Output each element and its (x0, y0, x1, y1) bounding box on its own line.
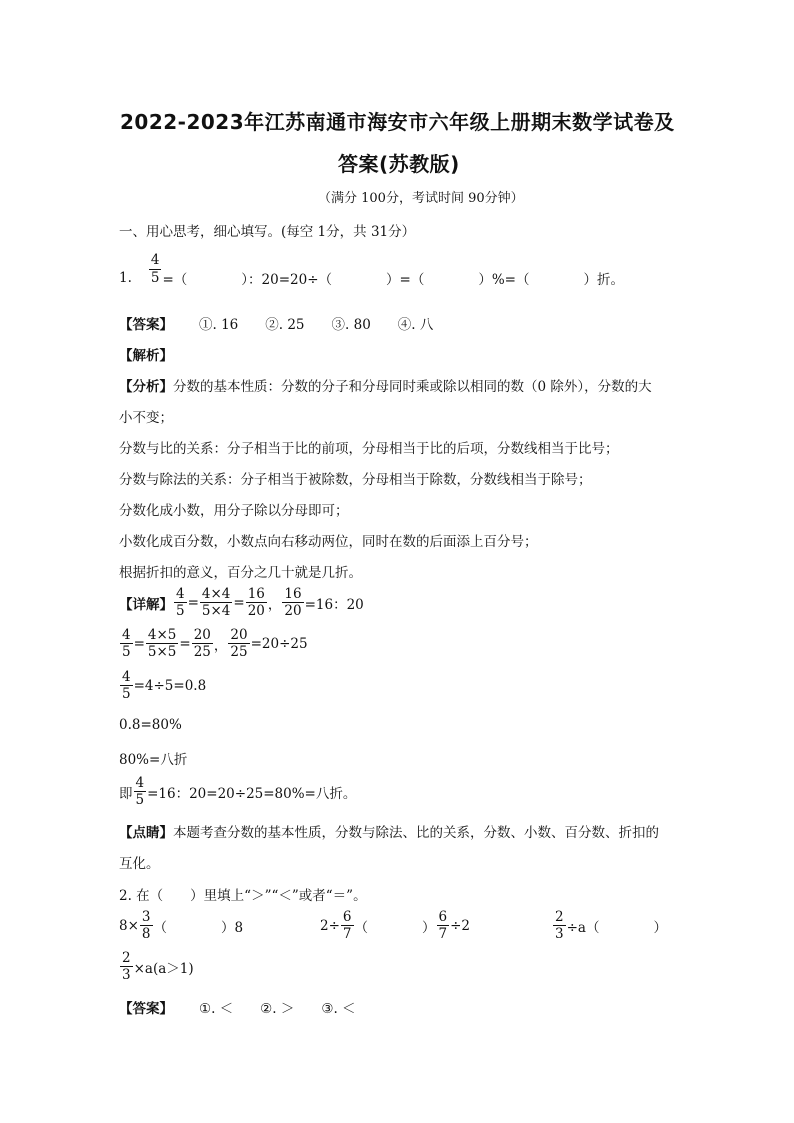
answer-text: ①. ＜ ②. ＞ ③. ＜ (199, 1001, 356, 1017)
compare-expr-2: 2÷ $\frac{6}{7}$ （ ） $\frac{6}{7}$ ÷2 (320, 909, 470, 943)
analysis-line-2: 小不变； (119, 410, 173, 426)
question-2: 2. 在（ ）里填上“＞”“＜”或者“＝”。 (119, 888, 367, 904)
detail-step-4: 0.8=80% (119, 717, 182, 733)
analysis-line-4: 分数与除法的关系：分子相当于被除数，分母相当于除数，分数线相当于除号； (119, 472, 592, 488)
detail-label: 【详解】 (119, 596, 173, 613)
answer-line-2 (119, 997, 356, 1017)
page-title-line1: 2022-2023年江苏南通市海安市六年级上册期末数学试卷及 (120, 110, 675, 134)
analysis-line-5: 分数化成小数，用分子除以分母即可； (119, 503, 349, 519)
question-number: 1. (119, 270, 132, 286)
detail-step-1: 【详解】 $\frac{4}{5}$ = $\frac{4\times 4}{5\times 4}$ = $\frac{16}{20}$ ， $\frac{16}{20}$ =16：20 (119, 586, 364, 620)
analysis-line-1: 【分析】分数的基本性质：分数的分子和分母同时乘或除以相同的数（0 除外），分数的大 (119, 379, 652, 395)
detail-step-3: $\frac{4}{5}$ =4÷5=0.8 (122, 669, 207, 703)
compare-expr-3: $\frac{2}{3}$ ÷a（ ） (555, 909, 667, 943)
compare-expr-1: 8× $\frac{3}{8}$ （ ）8 (119, 909, 244, 943)
question-text: =（ ）：20=20÷（ ）=（ ）%=（ ）折。 (162, 272, 624, 288)
answer-line (119, 313, 433, 333)
analysis-line-6: 小数化成百分数，小数点向右移动两位，同时在数的后面添上百分号； (119, 534, 538, 550)
analysis-line-7: 根据折扣的意义，百分之几十就是几折。 (119, 565, 362, 581)
analysis-heading: 【解析】 (119, 348, 173, 364)
analysis-label: 【分析】 (119, 379, 173, 395)
remark-line-2: 互化。 (119, 856, 160, 872)
fraction: $\frac{4}{5}$ (150, 252, 160, 286)
analysis-line-3: 分数与比的关系：分子相当于比的前项，分母相当于比的后项，分数线相当于比号； (119, 441, 619, 457)
detail-step-6: 即 $\frac{4}{5}$ =16：20=20÷25=80%=八折。 (119, 775, 357, 809)
section-heading: 一、用心思考，细心填写。(每空 1分，共 31分） (119, 224, 416, 240)
remark-line-1: 【点睛】本题考查分数的基本性质，分数与除法、比的关系，分数、小数、百分数、折扣的 (119, 825, 659, 841)
answer-text: ①. 16 ②. 25 ③. 80 ④. 八 (199, 317, 434, 333)
detail-step-2: $\frac{4}{5}$ = $\frac{4\times 5}{5\times 5}$ = $\frac{20}{25}$ ， $\frac{20}{25}$ =20÷25 (122, 627, 308, 661)
question-1 (119, 250, 624, 288)
compare-expr-4: $\frac{2}{3}$ ×a(a＞1) (122, 950, 194, 984)
answer-label: 【答案】 (119, 1001, 173, 1017)
page-subtitle: （满分 100分，考试时间 90分钟） (318, 191, 524, 206)
answer-label: 【答案】 (119, 317, 173, 333)
page-title-line2: 答案(苏教版) (338, 152, 460, 176)
detail-step-5: 80%=八折 (119, 752, 188, 768)
remark-label: 【点睛】 (119, 825, 173, 841)
